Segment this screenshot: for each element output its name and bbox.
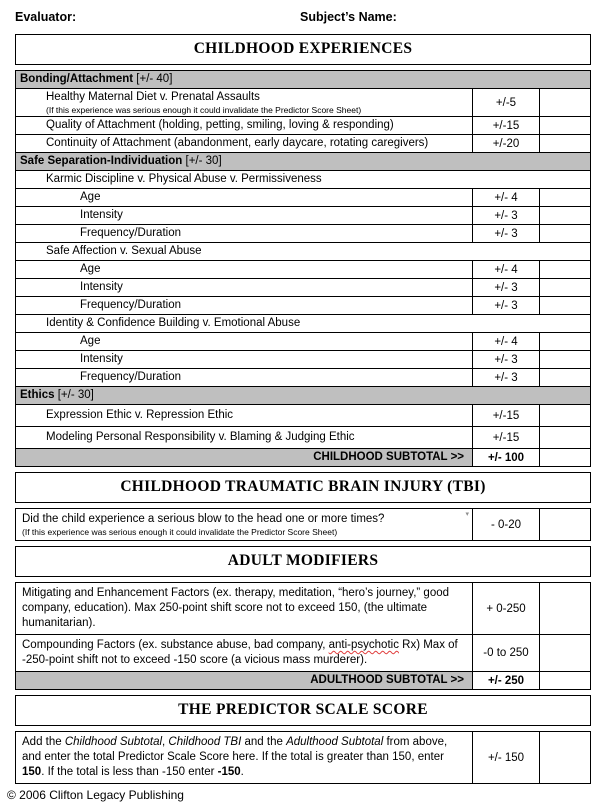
table-row [16, 634, 590, 671]
group-title: Safe Affection v. Sexual Abuse [16, 242, 590, 260]
score-entry-cell[interactable] [539, 135, 590, 152]
row-label-part: Compounding Factors (ex. substance abuse, bad company, [22, 639, 329, 651]
header-line [15, 10, 591, 24]
instruction-text: Add the [22, 736, 65, 748]
group-title: Karmic Discipline v. Physical Abuse v. Permissiveness [16, 170, 590, 188]
row-label: Age [80, 335, 101, 347]
row-label: Intensity [80, 209, 123, 221]
section-title-predictor-scale-score [15, 695, 591, 726]
table-row [16, 583, 590, 634]
instruction-text: . [240, 766, 244, 778]
subtotal-score-range: +/- 250 [472, 672, 539, 689]
section-range: [+/- 30] [185, 155, 222, 167]
row-label: Modeling Personal Responsibility v. Blaming & Judging Ethic [46, 431, 355, 443]
score-entry-cell[interactable] [539, 635, 590, 671]
table-row [16, 88, 590, 116]
evaluator-label: Evaluator: [15, 10, 77, 24]
adulthood-subtotal-row [16, 671, 590, 689]
section-title-tbi [15, 472, 591, 503]
score-range: +/-15 [472, 117, 539, 134]
row-label: Age [80, 263, 101, 275]
predictor-score-table [15, 731, 591, 784]
row-label: Frequency/Duration [80, 371, 181, 383]
score-entry-cell[interactable] [539, 297, 590, 314]
row-label: Intensity [80, 353, 123, 365]
safe-separation-header [16, 152, 590, 170]
instruction-text: Childhood TBI [168, 736, 242, 748]
score-entry-cell[interactable] [539, 672, 590, 689]
dropdown-marker-icon: ▾ [465, 511, 469, 518]
table-row [16, 509, 590, 540]
score-range: - 0-20 [472, 509, 539, 540]
score-range: +/- 150 [472, 732, 539, 783]
score-entry-cell[interactable] [539, 449, 590, 466]
score-entry-cell[interactable] [539, 732, 590, 783]
score-entry-cell[interactable] [539, 225, 590, 242]
row-label: Mitigating and Enhancement Factors (ex. therapy, meditation, “hero’s journey,” good company, education). Max 250-point shift score not to exceed 150, (the ultimate humanitarian). [22, 587, 450, 629]
score-range: + 0-250 [472, 583, 539, 634]
score-entry-cell[interactable] [539, 189, 590, 206]
score-range: +/-15 [472, 405, 539, 426]
score-range: +/-20 [472, 135, 539, 152]
section-title-childhood-experiences [15, 34, 591, 65]
section-title-text: ADULT MODIFIERS [227, 552, 379, 569]
childhood-subtotal-row [16, 448, 590, 466]
score-entry-cell[interactable] [539, 583, 590, 634]
row-label-part: Rx) Max of -250-point shift not to exceed -150 score (a vicious mass murderer). [22, 639, 458, 666]
score-entry-cell[interactable] [539, 207, 590, 224]
table-row [16, 116, 590, 134]
row-label: Quality of Attachment (holding, petting, smiling, loving & responding) [46, 119, 394, 131]
tbi-table [15, 508, 591, 541]
instruction-text: from above, and enter the total Predictor Scale Score here. If the total is greater than 150, enter [22, 736, 448, 763]
score-entry-cell[interactable] [539, 351, 590, 368]
copyright-text: © 2006 Clifton Legacy Publishing [7, 788, 184, 802]
row-label: Healthy Maternal Diet v. Prenatal Assaults [46, 91, 260, 103]
instruction-text: . If the total is less than -150 enter [41, 766, 218, 778]
section-range: [+/- 40] [136, 73, 173, 85]
subtotal-label: ADULTHOOD SUBTOTAL >> [16, 672, 472, 689]
score-range: +/- 4 [472, 333, 539, 350]
instruction-text: Adulthood Subtotal [286, 736, 384, 748]
row-label-cell [16, 509, 472, 540]
score-range: +/- 3 [472, 297, 539, 314]
bonding-attachment-header [16, 71, 590, 88]
row-label: Did the child experience a serious blow to the head one or more times? [22, 513, 385, 525]
table-row [16, 296, 590, 314]
section-name: Bonding/Attachment [20, 73, 134, 85]
score-range: +/- 3 [472, 351, 539, 368]
table-row [16, 732, 590, 783]
score-entry-cell[interactable] [539, 369, 590, 386]
table-row [16, 260, 590, 278]
row-note: (If this experience was serious enough it could invalidate the Predictor Score Sheet) [22, 527, 338, 537]
score-range: +/- 3 [472, 279, 539, 296]
row-label: Frequency/Duration [80, 227, 181, 239]
subtotal-label: CHILDHOOD SUBTOTAL >> [16, 449, 472, 466]
row-note: (If this experience was serious enough it could invalidate the Predictor Score Sheet) [46, 105, 362, 115]
adult-modifiers-table [15, 582, 591, 690]
section-name: Safe Separation-Individuation [20, 155, 183, 167]
score-range: -0 to 250 [472, 635, 539, 671]
score-entry-cell[interactable] [539, 405, 590, 426]
instruction-text: and the [241, 736, 287, 748]
childhood-experiences-table [15, 70, 591, 467]
instruction-text: , [162, 736, 169, 748]
score-range: +/- 3 [472, 369, 539, 386]
instruction-text: -150 [217, 766, 241, 778]
section-title-adult-modifiers [15, 546, 591, 577]
spellcheck-marked-word: anti-psychotic [328, 639, 399, 651]
row-label-cell [16, 635, 472, 671]
table-row [16, 404, 590, 426]
subject-name-label: Subject’s Name: [300, 10, 397, 24]
score-range: +/-15 [472, 427, 539, 448]
section-title-text: CHILDHOOD TRAUMATIC BRAIN INJURY (TBI) [120, 478, 486, 495]
score-range: +/- 4 [472, 189, 539, 206]
score-range: +/- 3 [472, 225, 539, 242]
score-range: +/- 3 [472, 207, 539, 224]
score-entry-cell[interactable] [539, 509, 590, 540]
score-entry-cell[interactable] [539, 427, 590, 448]
score-entry-cell[interactable] [539, 89, 590, 116]
section-title-text: CHILDHOOD EXPERIENCES [193, 40, 413, 57]
section-name: Ethics [20, 389, 55, 401]
row-label: Age [80, 191, 101, 203]
table-row [16, 332, 590, 350]
group-title: Identity & Confidence Building v. Emotional Abuse [16, 314, 590, 332]
score-range: +/-5 [472, 89, 539, 116]
row-label: Intensity [80, 281, 123, 293]
score-entry-cell[interactable] [539, 279, 590, 296]
table-row [16, 278, 590, 296]
table-row [16, 224, 590, 242]
row-label: Frequency/Duration [80, 299, 181, 311]
ethics-header [16, 386, 590, 404]
row-label: Continuity of Attachment (abandonment, early daycare, rotating caregivers) [46, 137, 429, 149]
score-range: +/- 4 [472, 261, 539, 278]
instructions-cell [16, 732, 472, 783]
table-row [16, 350, 590, 368]
table-row [16, 426, 590, 448]
subtotal-score-range: +/- 100 [472, 449, 539, 466]
table-row [16, 368, 590, 386]
table-row [16, 188, 590, 206]
score-entry-cell[interactable] [539, 333, 590, 350]
row-label: Expression Ethic v. Repression Ethic [46, 409, 234, 421]
row-label-cell [16, 89, 472, 116]
table-row [16, 134, 590, 152]
table-row [16, 206, 590, 224]
section-title-text: THE PREDICTOR SCALE SCORE [178, 701, 428, 718]
instruction-text: 150 [22, 766, 42, 778]
instruction-text: Childhood Subtotal [64, 736, 163, 748]
score-entry-cell[interactable] [539, 261, 590, 278]
score-entry-cell[interactable] [539, 117, 590, 134]
section-range: [+/- 30] [57, 389, 94, 401]
